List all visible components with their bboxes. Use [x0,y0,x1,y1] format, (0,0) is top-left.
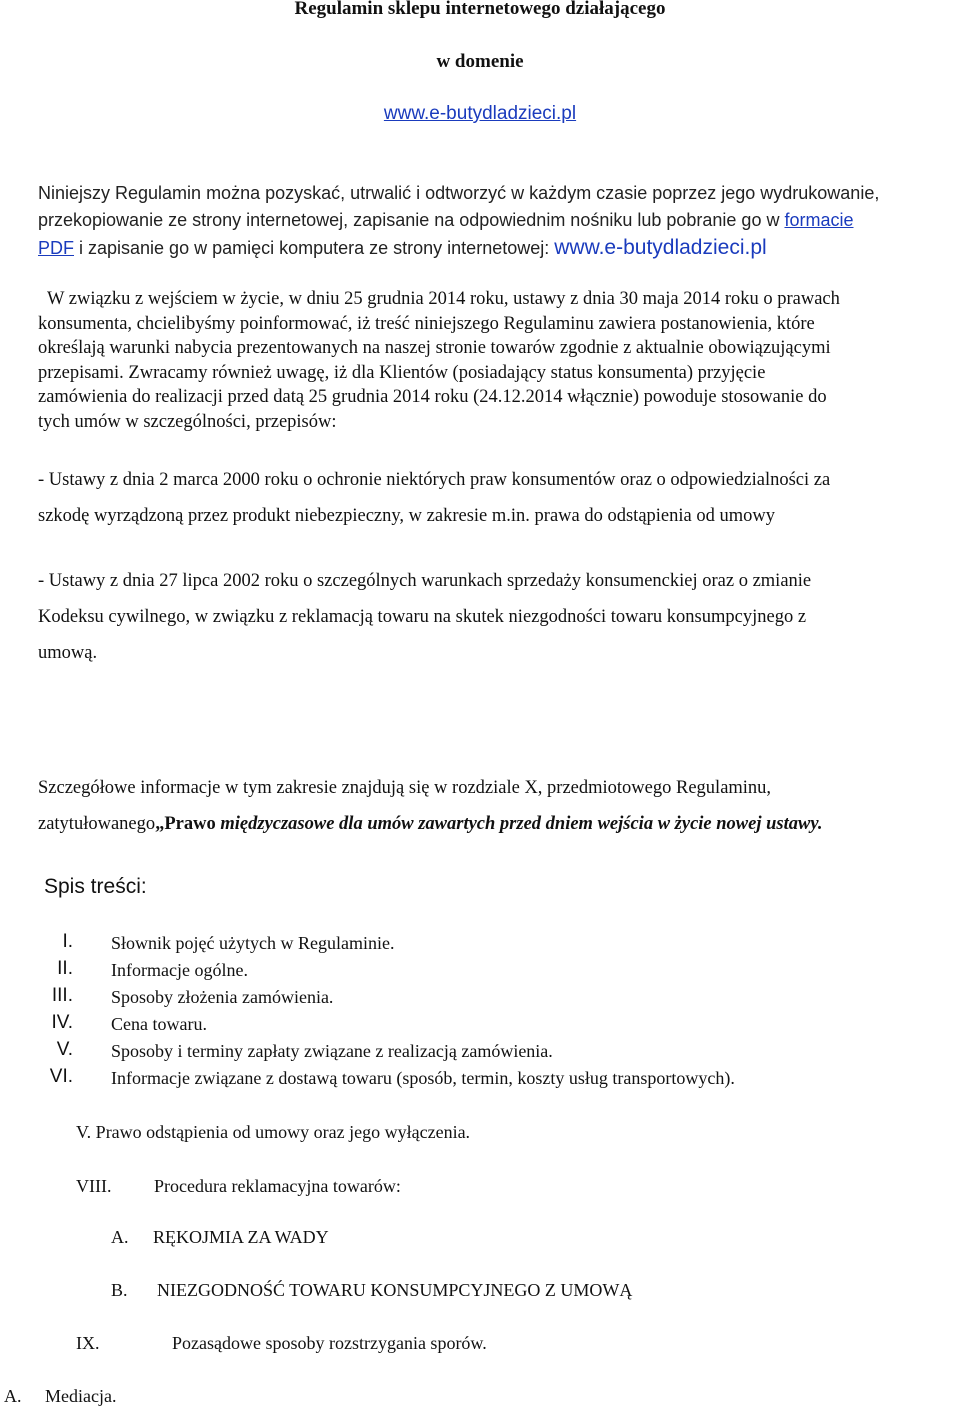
notice-line-2: konsumenta, chcielibyśmy poinformować, iż treść niniejszego Regulaminu zawiera postanowienia, które [38,313,815,334]
details-bold-italic: międzyczasowe dla umów zawartych przed dniem wejścia w życie nowej ustawy. [220,814,823,834]
notice-paragraph [38,287,923,434]
toc-sub-b-num: B. [111,1280,128,1300]
pdf-format-link[interactable]: formacie [784,210,854,230]
toc-num-viii: VIII. [76,1176,112,1196]
pdf-link[interactable]: PDF [38,238,74,258]
document-title: Regulamin sklepu internetowego działającego [294,0,666,19]
toc-num-2: II. [57,958,73,979]
notice-line-3: określają warunki nabycia prezentowanych na naszej stronie towarów zgodnie z aktualnie obowiązującymi [38,338,831,358]
toc-item-4[interactable]: Cena towaru. [111,1014,207,1034]
toc-item-5[interactable]: Sposoby i terminy zapłaty związane z realizacją zamówienia. [111,1041,553,1061]
law-2 [38,563,923,671]
toc-item-disputes[interactable]: Pozasądowe sposoby rozstrzygania sporów. [172,1333,487,1353]
toc-item-3[interactable]: Sposoby złożenia zamówienia. [111,987,334,1007]
toc-num-5: V. [56,1039,73,1060]
toc-num-6: VI. [49,1066,73,1087]
law-1 [38,462,923,534]
law-2-line-3: umową. [38,643,98,663]
notice-line-1: W związku z wejściem w życie, w dniu 25 grudnia 2014 roku, ustawy z dnia 30 maja 2014 roku o prawach [47,289,840,309]
intro-paragraph [38,180,923,262]
details-paragraph [38,770,948,842]
toc-item-2[interactable]: Informacje ogólne. [111,960,248,980]
toc-a2-num: A. [4,1386,22,1406]
details-line-1: Szczegółowe informacje w tym zakresie znajdują się w rozdziale X, przedmiotowego Regulaminu, [38,778,772,798]
toc-item-complaints[interactable]: Procedura reklamacyjna towarów: [154,1176,401,1196]
details-prefix: zatytułowanego [38,814,156,834]
intro-line-2 [38,207,923,234]
toc-item-6[interactable]: Informacje związane z dostawą towaru (sposób, termin, koszty usług transportowych). [111,1068,735,1088]
toc-sub-b[interactable]: NIEZGODNOŚĆ TOWARU KONSUMPCYJNEGO Z UMOWĄ [157,1280,633,1300]
details-line-2 [38,806,948,842]
toc-num-ix: IX. [76,1333,100,1353]
toc-num-1: I. [62,931,73,952]
intro-line-3-text: i zapisanie go w pamięci komputera ze strony internetowej: [74,238,555,258]
toc-sub-a[interactable]: RĘKOJMIA ZA WADY [153,1227,329,1247]
intro-line-1: Niniejszy Regulamin można pozyskać, utrwalić i odtworzyć w każdym czasie poprzez jego wydrukowanie, [38,183,880,203]
details-bold: „Prawo [155,814,221,834]
intro-line-3 [38,234,923,262]
shop-url-link[interactable]: www.e-butydladzieci.pl [554,236,767,259]
law-1-line-2: szkodę wyrządzoną przez produkt niebezpieczny, w zakresie m.in. prawa do odstąpienia od umowy [38,506,775,526]
toc-item-withdrawal[interactable]: V. Prawo odstąpienia od umowy oraz jego wyłączenia. [76,1122,471,1142]
toc-item-1[interactable]: Słownik pojęć użytych w Regulaminie. [111,933,395,953]
document-subtitle: w domenie [436,51,524,72]
law-1-line-1: - Ustawy z dnia 2 marca 2000 roku o ochronie niektórych praw konsumentów oraz o odpowiedzialności za [38,470,831,490]
law-2-line-1: - Ustawy z dnia 27 lipca 2002 roku o szczególnych warunkach sprzedaży konsumenckiej oraz o zmianie [38,571,812,591]
notice-line-5: zamówienia do realizacji przed datą 25 grudnia 2014 roku (24.12.2014 włącznie) powoduje stosowanie do [38,387,827,407]
notice-line-6: tych umów w szczególności, przepisów: [38,411,337,432]
toc-item-mediation[interactable]: Mediacja. [45,1386,117,1406]
toc-sub-a-num: A. [111,1227,129,1247]
domain-link[interactable]: www.e-butydladzieci.pl [383,103,577,124]
toc-num-4: IV. [51,1012,73,1033]
notice-line-4: przepisami. Zwracamy również uwagę, iż dla Klientów (posiadający status konsumenta) przyjęcie [38,362,766,383]
intro-line-2-text: przekopiowanie ze strony internetowej, zapisanie na odpowiednim nośniku lub pobranie go w [38,210,785,230]
toc-heading: Spis treści: [44,875,147,898]
law-2-line-2: Kodeksu cywilnego, w związku z reklamacją towaru na skutek niezgodności towaru konsumpcyjnego z [38,607,807,627]
toc-num-3: III. [51,985,73,1006]
